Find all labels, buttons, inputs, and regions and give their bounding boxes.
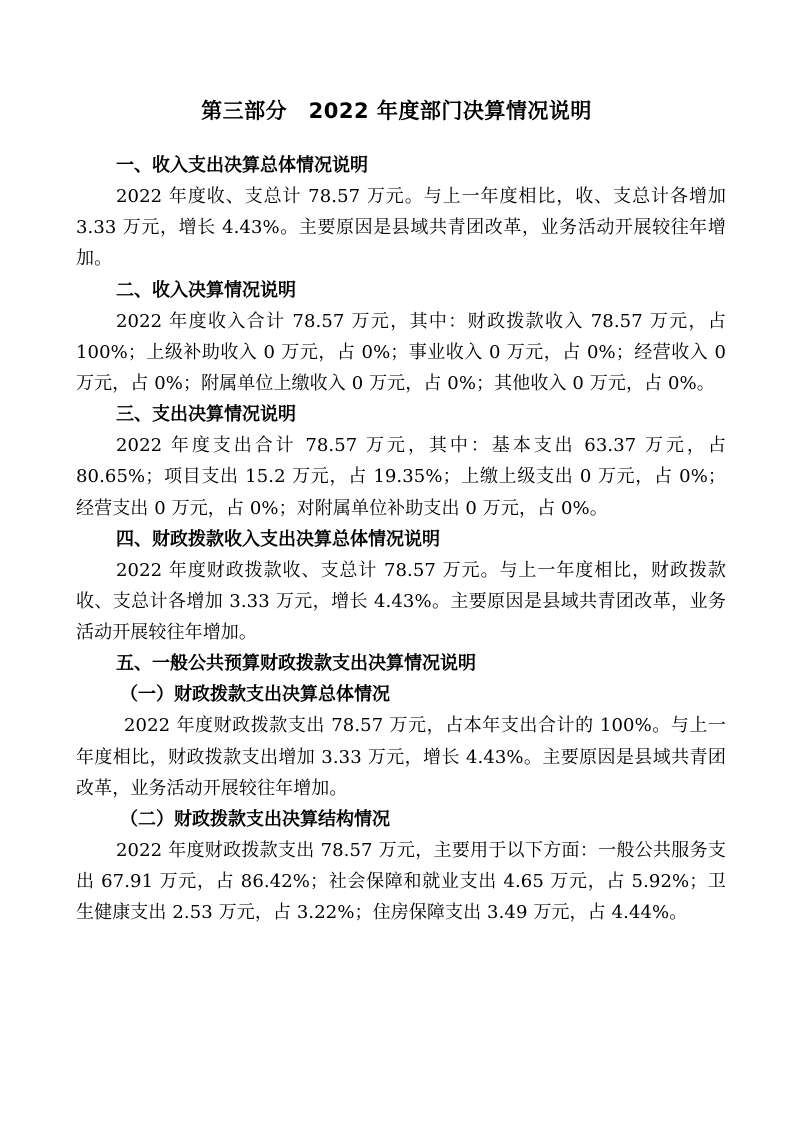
section-heading-5: 五、一般公共预算财政拨款支出决算情况说明 <box>116 653 476 675</box>
section-heading-2: 二、收入决算情况说明 <box>116 279 296 301</box>
section-paragraph-4: 2022 年度财政拨款收、支总计 78.57 万元。与上一年度相比，财政拨款收、支总计各增加 3.33 万元，增长 4.43%。主要原因是县域共青团改革，业务活动开展较往年增加。 <box>76 559 726 644</box>
section-heading-1: 一、收入支出决算总体情况说明 <box>116 155 368 176</box>
subsection-heading-5-2: （二）财政拨款支出决算结构情况 <box>120 809 390 831</box>
subsection-heading-5-1: （一）财政拨款支出决算总体情况 <box>120 684 390 706</box>
document-body <box>76 150 726 929</box>
document-title: 第三部分 2022 年度部门决算情况说明 <box>201 99 592 123</box>
subsection-paragraph-5-2: 2022 年度财政拨款支出 78.57 万元，主要用于以下方面：一般公共服务支出 67.91 万元，占 86.42%；社会保障和就业支出 4.65 万元，占 5.92%；卫生健康支出 2.53 万元，占 3.22%；住房保障支出 3.49 万元，占 4.44%。 <box>76 840 726 924</box>
section-paragraph-2: 2022 年度收入合计 78.57 万元，其中：财政拨款收入 78.57 万元，占 100%；上级补助收入 0 万元，占 0%；事业收入 0 万元，占 0%；经营收入 0 万元，占 0%；附属单位上缴收入 0 万元，占 0%；其他收入 0 万元，占 0%。 <box>76 310 726 395</box>
section-paragraph-3: 2022 年度支出合计 78.57 万元，其中：基本支出 63.37 万元，占 80.65%；项目支出 15.2 万元，占 19.35%；上缴上级支出 0 万元，占 0%；经营支出 0 万元，占 0%；对附属单位补助支出 0 万元，占 0%。 <box>76 435 726 519</box>
section-heading-4: 四、财政拨款收入支出决算总体情况说明 <box>116 528 440 550</box>
subsection-paragraph-5-1: 2022 年度财政拨款支出 78.57 万元，占本年支出合计的 100%。与上一年度相比，财政拨款支出增加 3.33 万元，增长 4.43%。主要原因是县域共青团改革，业务活动开展较往年增加。 <box>76 715 726 799</box>
section-paragraph-1: 2022 年度收、支总计 78.57 万元。与上一年度相比，收、支总计各增加 3.33 万元，增长 4.43%。主要原因是县域共青团改革，业务活动开展较往年增加。 <box>76 186 726 270</box>
section-heading-3: 三、支出决算情况说明 <box>116 404 296 426</box>
